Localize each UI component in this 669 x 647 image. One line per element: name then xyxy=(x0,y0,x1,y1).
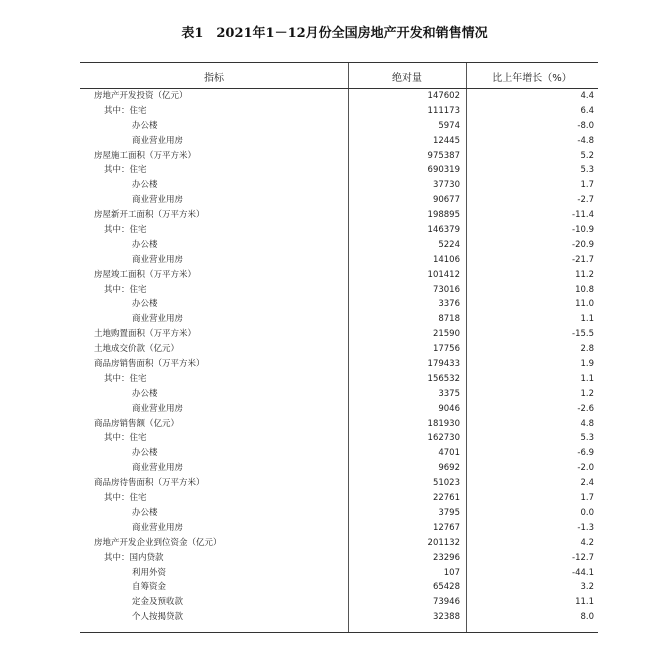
row-label: 其中：住宅 xyxy=(104,105,147,116)
header-absolute: 绝对量 xyxy=(392,73,422,84)
row-value: 9046 xyxy=(438,403,460,414)
row-growth: -21.7 xyxy=(572,254,594,265)
row-growth: -15.5 xyxy=(572,329,594,340)
table-row xyxy=(80,372,598,387)
table-row xyxy=(80,297,598,312)
row-growth: 8.0 xyxy=(580,612,594,623)
table-row xyxy=(80,357,598,372)
row-value: 156532 xyxy=(427,373,460,384)
row-growth: 5.3 xyxy=(580,165,594,176)
table-row xyxy=(80,268,598,283)
row-value: 107 xyxy=(443,567,460,578)
table-row xyxy=(80,134,598,149)
row-label: 商品房销售额（亿元） xyxy=(94,418,180,429)
row-label: 商业营业用房 xyxy=(132,463,184,474)
row-growth: 1.7 xyxy=(580,180,594,191)
row-label: 办公楼 xyxy=(132,388,158,399)
row-value: 147602 xyxy=(427,91,460,101)
row-label: 其中：住宅 xyxy=(104,225,147,236)
row-growth: 1.1 xyxy=(580,314,594,325)
table-row xyxy=(80,536,598,551)
table-header xyxy=(80,62,598,89)
row-label: 商业营业用房 xyxy=(132,254,184,265)
row-value: 51023 xyxy=(432,478,460,489)
row-value: 162730 xyxy=(427,433,460,444)
table-row xyxy=(80,223,598,238)
table-row xyxy=(80,610,598,625)
row-label: 房屋新开工面积（万平方米） xyxy=(94,210,205,221)
row-growth: -12.7 xyxy=(572,552,594,563)
row-growth: 4.2 xyxy=(580,537,594,548)
table-row xyxy=(80,431,598,446)
row-value: 37730 xyxy=(432,180,460,191)
row-value: 90677 xyxy=(432,195,460,206)
table-row xyxy=(80,342,598,357)
row-label: 办公楼 xyxy=(132,239,158,250)
row-label: 办公楼 xyxy=(132,299,158,310)
row-growth: 4.4 xyxy=(580,91,594,101)
row-label: 其中：住宅 xyxy=(104,165,147,176)
row-label: 其中：住宅 xyxy=(104,284,147,295)
row-label: 土地购置面积（万平方米） xyxy=(94,329,197,340)
row-value: 17756 xyxy=(432,344,460,355)
table-row xyxy=(80,417,598,432)
table-row xyxy=(80,402,598,417)
table-row xyxy=(80,193,598,208)
row-value: 101412 xyxy=(427,269,460,280)
row-value: 111173 xyxy=(427,105,460,116)
table-title: 表1 2021年1－12月份全国房地产开发和销售情况 xyxy=(181,26,488,41)
table-row xyxy=(80,506,598,521)
row-growth: 1.2 xyxy=(580,388,594,399)
row-label: 个人按揭贷款 xyxy=(132,612,184,623)
row-label: 自筹资金 xyxy=(132,582,167,593)
row-growth: -10.9 xyxy=(572,225,594,236)
row-value: 3376 xyxy=(438,299,460,310)
row-value: 181930 xyxy=(427,418,460,429)
row-label: 其中：国内贷款 xyxy=(104,552,164,563)
row-value: 690319 xyxy=(427,165,460,176)
row-label: 商品房销售面积（万平方米） xyxy=(94,359,205,370)
row-growth: 11.1 xyxy=(575,597,594,608)
row-value: 14106 xyxy=(432,254,460,265)
row-growth: -2.7 xyxy=(577,195,594,206)
table-row xyxy=(80,446,598,461)
row-value: 975387 xyxy=(427,150,460,161)
table-row xyxy=(80,521,598,536)
row-value: 12445 xyxy=(432,135,460,146)
row-growth: -20.9 xyxy=(572,239,594,250)
table-body xyxy=(80,89,598,625)
row-label: 房地产开发企业到位资金（亿元） xyxy=(94,537,222,548)
table-row xyxy=(80,595,598,610)
row-value: 198895 xyxy=(427,210,460,221)
table-row xyxy=(80,327,598,342)
header-indicator: 指标 xyxy=(204,73,224,84)
table-row xyxy=(80,312,598,327)
row-label: 定金及预收款 xyxy=(132,597,184,608)
row-growth: -6.9 xyxy=(577,448,594,459)
row-growth: 5.2 xyxy=(580,150,594,161)
row-growth: -8.0 xyxy=(577,120,594,131)
row-value: 22761 xyxy=(432,493,460,504)
row-value: 32388 xyxy=(432,612,460,623)
row-label: 商业营业用房 xyxy=(132,314,184,325)
row-growth: -2.6 xyxy=(577,403,594,414)
row-value: 21590 xyxy=(432,329,460,340)
table-row xyxy=(80,238,598,253)
table-row xyxy=(80,491,598,506)
row-value: 23296 xyxy=(432,552,460,563)
row-growth: -2.0 xyxy=(577,463,594,474)
row-growth: -1.3 xyxy=(577,522,594,533)
row-value: 9692 xyxy=(438,463,460,474)
row-growth: 11.2 xyxy=(575,269,594,280)
row-growth: 5.3 xyxy=(580,433,594,444)
row-growth: -4.8 xyxy=(577,135,594,146)
row-value: 179433 xyxy=(427,359,460,370)
row-growth: 4.8 xyxy=(580,418,594,429)
row-label: 商品房待售面积（万平方米） xyxy=(94,478,205,489)
table-row xyxy=(80,476,598,491)
row-label: 商业营业用房 xyxy=(132,403,184,414)
row-value: 3795 xyxy=(438,507,460,518)
row-value: 5224 xyxy=(438,239,460,250)
table-row xyxy=(80,149,598,164)
row-label: 房屋竣工面积（万平方米） xyxy=(94,269,197,280)
row-value: 201132 xyxy=(427,537,460,548)
row-label: 土地成交价款（亿元） xyxy=(94,344,180,355)
row-label: 其中：住宅 xyxy=(104,433,147,444)
row-value: 8718 xyxy=(438,314,460,325)
row-label: 其中：住宅 xyxy=(104,493,147,504)
table-row xyxy=(80,580,598,595)
row-growth: 1.9 xyxy=(580,359,594,370)
row-value: 65428 xyxy=(432,582,460,593)
row-growth: 2.8 xyxy=(580,344,594,355)
table-row xyxy=(80,178,598,193)
row-label: 商业营业用房 xyxy=(132,135,184,146)
row-value: 3375 xyxy=(438,388,460,399)
table-bottom-rule xyxy=(80,632,598,633)
table-row xyxy=(80,283,598,298)
row-label: 商业营业用房 xyxy=(132,522,184,533)
row-growth: 2.4 xyxy=(580,478,594,489)
table-row xyxy=(80,461,598,476)
row-growth: 1.1 xyxy=(580,373,594,384)
table-row xyxy=(80,253,598,268)
row-label: 商业营业用房 xyxy=(132,195,184,206)
table-row xyxy=(80,104,598,119)
row-label: 房地产开发投资（亿元） xyxy=(94,91,188,101)
row-growth: 3.2 xyxy=(580,582,594,593)
table-row xyxy=(80,89,598,104)
row-value: 5974 xyxy=(438,120,460,131)
row-growth: 6.4 xyxy=(580,105,594,116)
table-row xyxy=(80,119,598,134)
table-row xyxy=(80,551,598,566)
row-growth: -11.4 xyxy=(572,210,594,221)
row-growth: 1.7 xyxy=(580,493,594,504)
row-label: 办公楼 xyxy=(132,448,158,459)
table-row xyxy=(80,387,598,402)
row-label: 办公楼 xyxy=(132,507,158,518)
table-row xyxy=(80,208,598,223)
header-growth: 比上年增长（%） xyxy=(492,73,572,84)
data-table xyxy=(80,62,598,625)
table-row xyxy=(80,163,598,178)
row-label: 办公楼 xyxy=(132,120,158,131)
row-label: 利用外资 xyxy=(132,567,167,578)
row-value: 12767 xyxy=(432,522,460,533)
table-row xyxy=(80,566,598,581)
row-label: 办公楼 xyxy=(132,180,158,191)
row-label: 其中：住宅 xyxy=(104,373,147,384)
row-growth: -44.1 xyxy=(572,567,594,578)
row-growth: 10.8 xyxy=(575,284,594,295)
row-value: 73016 xyxy=(432,284,460,295)
row-value: 4701 xyxy=(438,448,460,459)
row-label: 房屋施工面积（万平方米） xyxy=(94,150,197,161)
row-growth: 11.0 xyxy=(575,299,594,310)
row-value: 146379 xyxy=(427,225,460,236)
row-value: 73946 xyxy=(432,597,460,608)
row-growth: 0.0 xyxy=(580,507,594,518)
